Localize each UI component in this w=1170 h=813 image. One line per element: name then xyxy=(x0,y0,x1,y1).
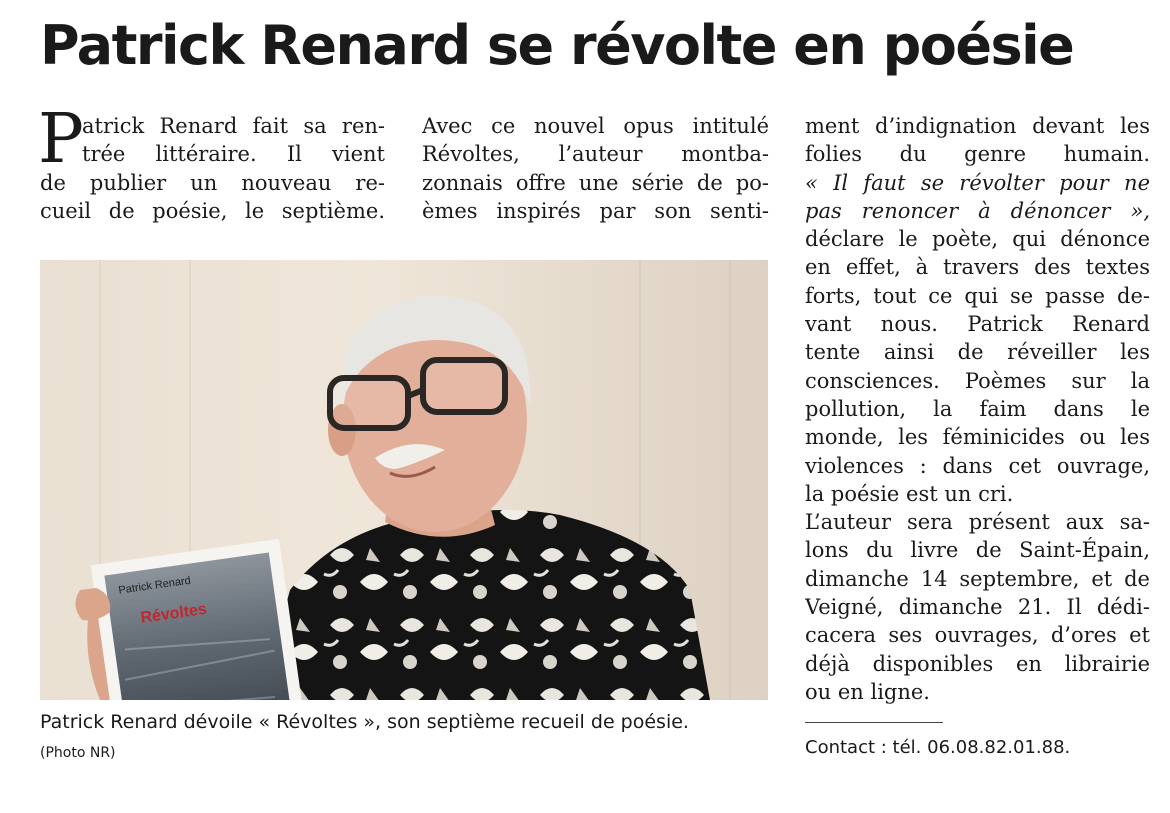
article-column-3 xyxy=(805,112,1150,706)
book-title: Révoltes xyxy=(139,600,208,627)
article-photo xyxy=(40,260,768,700)
book xyxy=(91,539,304,700)
text-line: lons du livre de Saint-Épain, xyxy=(805,538,1150,563)
text-line: atrick Renard fait sa ren- xyxy=(82,114,385,138)
text-line: Veigné, dimanche 21. Il dédi- xyxy=(805,595,1150,620)
text-line: folies du genre humain. xyxy=(805,142,1150,167)
text-line: forts, tout ce qui se passe de- xyxy=(805,283,1150,308)
drop-cap: P xyxy=(38,100,84,179)
text-line: consciences. Poèmes sur la xyxy=(805,368,1150,393)
article-column-2 xyxy=(422,112,769,225)
contact-line: Contact : tél. 06.08.82.01.88. xyxy=(805,737,1071,758)
text-line: de publier un nouveau re- xyxy=(40,170,385,195)
text-line: cacera ses ouvrages, d’ores et xyxy=(805,623,1150,648)
text-line: zonnais offre une série de po- xyxy=(422,170,769,195)
quote-line: pas renoncer à dénoncer », xyxy=(805,198,1150,223)
text-line: dimanche 14 septembre, et de xyxy=(805,566,1150,591)
text-line: ment d’indignation devant les xyxy=(805,114,1150,138)
caption-text: Patrick Renard dévoile « Révoltes », son septième recueil de poésie. xyxy=(40,711,689,733)
text-line: ou en ligne. xyxy=(805,679,930,704)
contact-divider xyxy=(805,722,943,723)
text-line: cueil de poésie, le septième. xyxy=(40,198,385,223)
text-line: tente ainsi de réveiller les xyxy=(805,340,1150,365)
article-column-1 xyxy=(38,100,385,225)
book-author: Patrick Renard xyxy=(117,574,192,597)
text-line: violences : dans cet ouvrage, xyxy=(805,453,1150,478)
text-line: Avec ce nouvel opus intitulé xyxy=(422,114,769,138)
text-line: Révoltes, l’auteur montba- xyxy=(422,142,769,167)
text-line: la poésie est un cri. xyxy=(805,481,1014,506)
photo-caption xyxy=(40,708,700,768)
portrait-illustration xyxy=(40,260,768,700)
text-line: déclare le poète, qui dénonce xyxy=(805,227,1150,252)
text-line: trée littéraire. Il vient xyxy=(82,142,385,167)
text-line: L’auteur sera présent aux sa- xyxy=(805,510,1150,535)
text-line: en effet, à travers des textes xyxy=(805,255,1150,280)
text-line: monde, les féminicides ou les xyxy=(805,425,1150,450)
photo-credit: (Photo NR) xyxy=(40,745,116,761)
headline: Patrick Renard se révolte en poésie xyxy=(40,14,1074,77)
text-line: vant nous. Patrick Renard xyxy=(805,312,1150,337)
quote-line: « Il faut se révolter pour ne xyxy=(805,170,1150,195)
text-line: pollution, la faim dans le xyxy=(805,396,1150,421)
text-line: déjà disponibles en librairie xyxy=(805,651,1150,676)
text-line: èmes inspirés par son senti- xyxy=(422,198,769,223)
